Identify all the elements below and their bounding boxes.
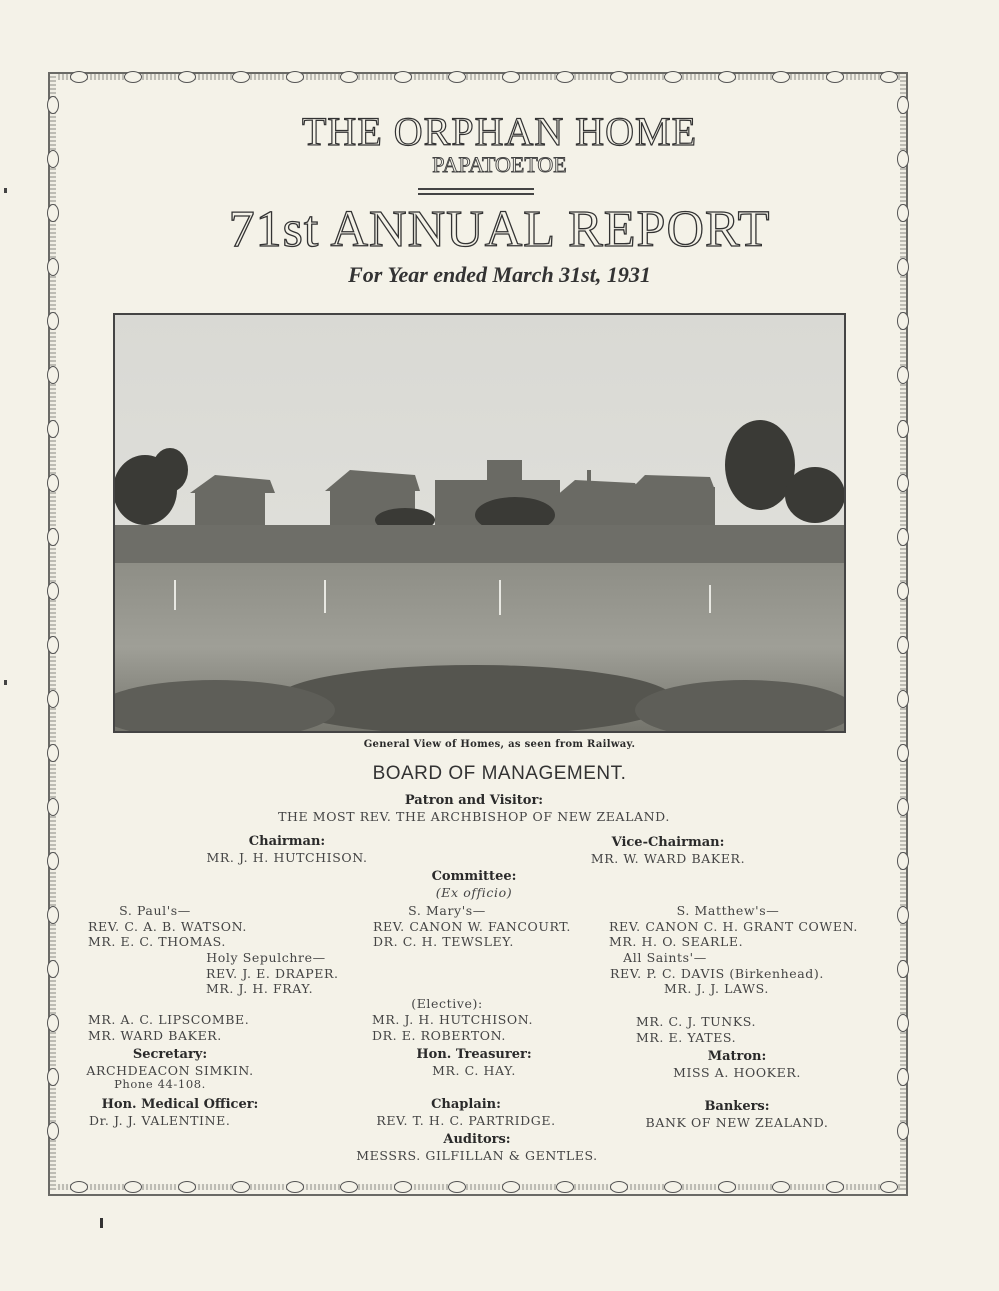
ornament-icon bbox=[718, 1181, 736, 1193]
ornament-icon bbox=[124, 1181, 142, 1193]
ornament-icon bbox=[47, 960, 59, 978]
member: MR. J. H. FRAY. bbox=[206, 981, 314, 996]
ornament-icon bbox=[178, 71, 196, 83]
parish-st-pauls: S. Paul's— bbox=[119, 903, 191, 918]
member: REV. P. C. DAVIS (Birkenhead). bbox=[610, 966, 824, 981]
ornament-icon bbox=[897, 582, 909, 600]
ornament-icon bbox=[47, 420, 59, 438]
member: REV. C. A. B. WATSON. bbox=[88, 919, 247, 934]
ornament-icon bbox=[897, 1122, 909, 1140]
patron-name: THE MOST REV. THE ARCHBISHOP OF NEW ZEALAND. bbox=[278, 809, 670, 824]
ornament-icon bbox=[664, 1181, 682, 1193]
margin-mark bbox=[4, 188, 7, 193]
member: DR. E. ROBERTON. bbox=[372, 1028, 506, 1043]
ex-officio-note: (Ex officio) bbox=[435, 885, 513, 900]
chaplain-label: Chaplain: bbox=[431, 1097, 501, 1112]
ornament-icon bbox=[897, 690, 909, 708]
ornament-icon bbox=[47, 852, 59, 870]
ornament-icon bbox=[448, 1181, 466, 1193]
ornament-icon bbox=[286, 1181, 304, 1193]
ornament-icon bbox=[502, 71, 520, 83]
treasurer-name: MR. C. HAY. bbox=[432, 1063, 516, 1078]
ornament-icon bbox=[880, 1181, 898, 1193]
ornament-icon bbox=[897, 1014, 909, 1032]
document-title: THE ORPHAN HOME bbox=[302, 109, 697, 154]
ornament-icon bbox=[448, 71, 466, 83]
title-divider bbox=[418, 188, 534, 190]
ornament-icon bbox=[556, 1181, 574, 1193]
ornament-icon bbox=[394, 1181, 412, 1193]
ornament-icon bbox=[232, 1181, 250, 1193]
ornament-icon bbox=[772, 1181, 790, 1193]
ornament-icon bbox=[47, 1122, 59, 1140]
ornament-icon bbox=[47, 636, 59, 654]
ornament-icon bbox=[47, 798, 59, 816]
ornament-icon bbox=[826, 71, 844, 83]
ornament-icon bbox=[70, 71, 88, 83]
ornament-icon bbox=[897, 636, 909, 654]
ornament-icon bbox=[610, 71, 628, 83]
member: DR. C. H. TEWSLEY. bbox=[373, 934, 515, 949]
ornament-icon bbox=[897, 1068, 909, 1086]
margin-mark bbox=[100, 1218, 103, 1228]
ornament-icon bbox=[47, 1068, 59, 1086]
ornament-icon bbox=[664, 71, 682, 83]
vice-chairman-label: Vice-Chairman: bbox=[611, 835, 725, 850]
ornament-icon bbox=[232, 71, 250, 83]
member: REV. J. E. DRAPER. bbox=[206, 966, 339, 981]
title-divider-second bbox=[418, 193, 534, 195]
report-title: 71st ANNUAL REPORT bbox=[228, 201, 771, 258]
parish-holy-sepulchre: Holy Sepulchre— bbox=[206, 950, 326, 965]
ornament-icon bbox=[897, 420, 909, 438]
board-title: BOARD OF MANAGEMENT. bbox=[372, 763, 627, 784]
ornament-icon bbox=[897, 852, 909, 870]
medical-officer-name: Dr. J. J. VALENTINE. bbox=[89, 1113, 231, 1128]
document-location: PAPATOETOE bbox=[432, 152, 567, 177]
member: REV. CANON W. FANCOURT. bbox=[373, 919, 571, 934]
ornament-icon bbox=[394, 71, 412, 83]
ornament-icon bbox=[610, 1181, 628, 1193]
ornament-icon bbox=[897, 798, 909, 816]
member: MR. H. O. SEARLE. bbox=[609, 934, 744, 949]
patron-label: Patron and Visitor: bbox=[404, 793, 544, 808]
member: MR. WARD BAKER. bbox=[88, 1028, 222, 1043]
auditors-name: MESSRS. GILFILLAN & GENTLES. bbox=[356, 1148, 598, 1163]
ornament-icon bbox=[47, 690, 59, 708]
ornament-icon bbox=[47, 1014, 59, 1032]
ornament-icon bbox=[47, 528, 59, 546]
ornament-icon bbox=[340, 71, 358, 83]
bankers-name: BANK OF NEW ZEALAND. bbox=[645, 1115, 829, 1130]
parish-all-saints: All Saints'— bbox=[623, 950, 707, 965]
report-period: For Year ended March 31st, 1931 bbox=[348, 262, 651, 287]
ornament-icon bbox=[897, 528, 909, 546]
ornament-icon bbox=[897, 906, 909, 924]
homes-photograph bbox=[113, 313, 846, 733]
ornament-icon bbox=[880, 71, 898, 83]
auditors-label: Auditors: bbox=[443, 1132, 511, 1147]
secretary-label: Secretary: bbox=[132, 1047, 208, 1062]
chaplain-name: REV. T. H. C. PARTRIDGE. bbox=[376, 1113, 556, 1128]
ornament-icon bbox=[47, 474, 59, 492]
ornament-icon bbox=[340, 1181, 358, 1193]
chairman-name: MR. J. H. HUTCHISON. bbox=[206, 850, 368, 865]
parish-st-marys: S. Mary's— bbox=[408, 903, 486, 918]
photo-caption: General View of Homes, as seen from Railway. bbox=[363, 739, 636, 750]
ornament-icon bbox=[286, 71, 304, 83]
margin-mark bbox=[4, 680, 7, 685]
secretary-phone: Phone 44-108. bbox=[114, 1077, 206, 1091]
ornament-icon bbox=[47, 582, 59, 600]
ornament-icon bbox=[826, 1181, 844, 1193]
parish-st-matthews: S. Matthew's— bbox=[676, 903, 780, 918]
ornament-icon bbox=[556, 71, 574, 83]
ornament-icon bbox=[70, 1181, 88, 1193]
elective-label: (Elective): bbox=[411, 996, 483, 1011]
member: MR. J. H. HUTCHISON. bbox=[372, 1012, 534, 1027]
member: MR. E. YATES. bbox=[636, 1030, 737, 1045]
ornament-icon bbox=[178, 1181, 196, 1193]
ornament-icon bbox=[897, 960, 909, 978]
ornament-icon bbox=[47, 366, 59, 384]
member: MR. A. C. LIPSCOMBE. bbox=[88, 1012, 250, 1027]
ornament-icon bbox=[47, 312, 59, 330]
secretary-name: ARCHDEACON SIMKIN. bbox=[86, 1063, 254, 1078]
bankers-label: Bankers: bbox=[704, 1099, 770, 1114]
chairman-label: Chairman: bbox=[248, 834, 326, 849]
ornament-icon bbox=[718, 71, 736, 83]
ornament-icon bbox=[897, 474, 909, 492]
member: MR. C. J. TUNKS. bbox=[636, 1014, 757, 1029]
ornament-icon bbox=[502, 1181, 520, 1193]
ornament-icon bbox=[897, 366, 909, 384]
matron-label: Matron: bbox=[707, 1049, 767, 1064]
ornament-icon bbox=[897, 312, 909, 330]
medical-officer-label: Hon. Medical Officer: bbox=[101, 1097, 259, 1112]
ornament-icon bbox=[772, 71, 790, 83]
treasurer-label: Hon. Treasurer: bbox=[416, 1047, 532, 1062]
ornament-icon bbox=[124, 71, 142, 83]
vice-chairman-name: MR. W. WARD BAKER. bbox=[590, 851, 746, 866]
member: MR. J. J. LAWS. bbox=[664, 981, 769, 996]
matron-name: MISS A. HOOKER. bbox=[673, 1065, 801, 1080]
member: REV. CANON C. H. GRANT COWEN. bbox=[609, 919, 858, 934]
committee-label: Committee: bbox=[431, 869, 517, 884]
ornament-icon bbox=[47, 906, 59, 924]
member: MR. E. C. THOMAS. bbox=[88, 934, 226, 949]
